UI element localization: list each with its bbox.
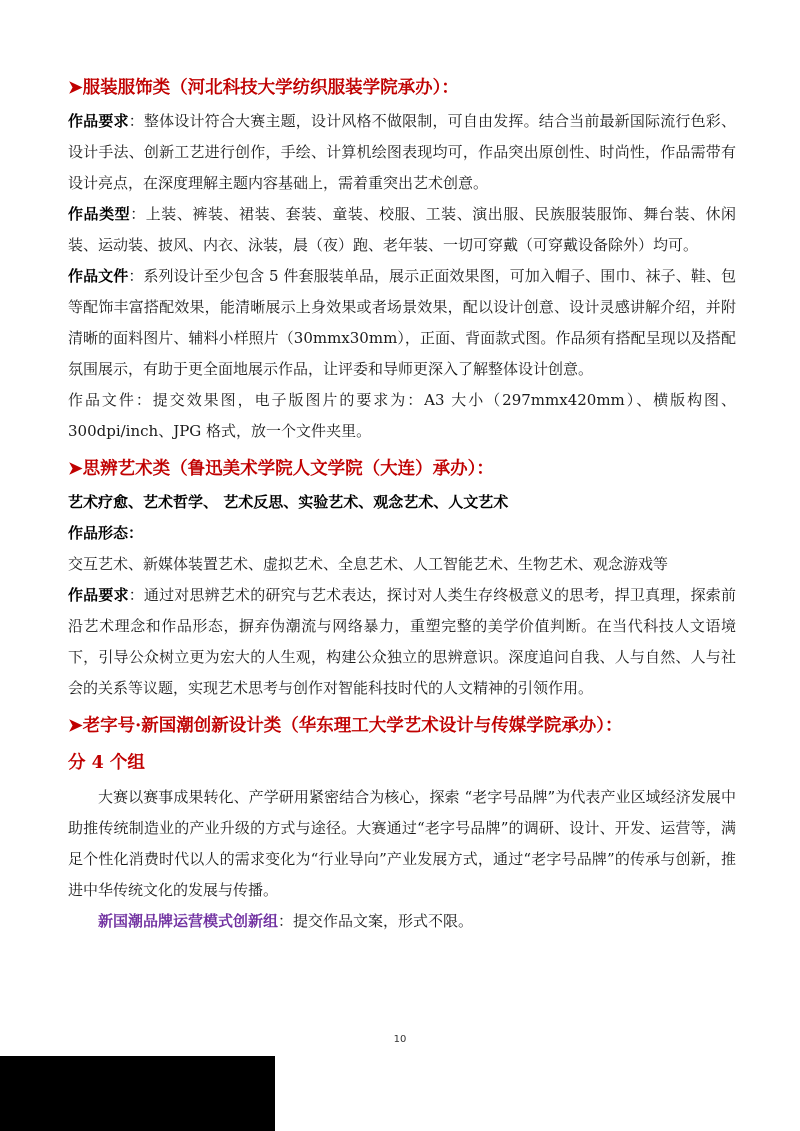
- fashion-types-label: 作品类型: [68, 205, 131, 223]
- speculative-requirements-label: 作品要求: [68, 586, 129, 604]
- fashion-requirements: [68, 106, 736, 199]
- section-heading-fashion: ➤服装服饰类（河北科技大学纺织服装学院承办）：: [68, 78, 459, 98]
- groups-heading: 分 4 个组: [68, 753, 145, 773]
- fashion-files-label: 作品文件: [68, 267, 129, 285]
- fashion-requirements-label: 作品要求: [68, 112, 129, 130]
- speculative-requirements: [68, 580, 736, 704]
- laozihao-group-1: [68, 906, 736, 937]
- speculative-form-text: 交互艺术、新媒体装置艺术、虚拟艺术、全息艺术、人工智能艺术、生物艺术、观念游戏等: [68, 555, 669, 573]
- page-content: [68, 72, 736, 937]
- section-heading-speculative: ➤思辨艺术类（鲁迅美术学院人文学院（大连）承办）：: [68, 459, 494, 479]
- speculative-categories: 艺术疗愈、艺术哲学、 艺术反思、实验艺术、观念艺术、人文艺术: [68, 493, 509, 511]
- fashion-types-text: ：上装、裤装、裙装、套装、童装、校服、工装、演出服、民族服装服饰、舞台装、休闲装、运动装、披风、内衣、泳装，晨（夜）跑、老年装、一切可穿戴（可穿戴设备除外）均可。: [68, 205, 736, 254]
- redaction-block: [0, 1056, 275, 1131]
- fashion-files-submission: 作品文件：提交效果图，电子版图片的要求为：A3 大小（297mmx420mm）、横版构图、300dpi/inch、JPG 格式，放一个文件夹里。: [68, 391, 736, 440]
- laozihao-intro: 大赛以赛事成果转化、产学研用紧密结合为核心，探索 “老字号品牌”为代表产业区域经济发展中助推传统制造业的产业升级的方式与途径。大赛通过“老字号品牌”的调研、设计、开发、运营等，满足个性化消费时代以人的需求变化为“行业导向”产业发展方式，通过“老字号品牌”的传承与创新，推进中华传统文化的发展与传播。: [68, 788, 736, 899]
- fashion-requirements-text: ：整体设计符合大赛主题，设计风格不做限制，可自由发挥。结合当前最新国际流行色彩、设计手法、创新工艺进行创作，手绘、计算机绘图表现均可，作品突出原创性、时尚性，作品需带有设计亮点，在深度理解主题内容基础上，需着重突出艺术创意。: [68, 112, 736, 192]
- fashion-types: [68, 199, 736, 261]
- fashion-files: [68, 261, 736, 385]
- group-1-label: 新国潮品牌运营模式创新组: [98, 912, 279, 930]
- group-1-text: ：提交作品文案，形式不限。: [278, 912, 474, 930]
- page-number: 10: [393, 1034, 407, 1045]
- section-heading-laozihao: ➤老字号·新国潮创新设计类（华东理工大学艺术设计与传媒学院承办）：: [68, 716, 623, 736]
- speculative-form-label: 作品形态：: [68, 524, 144, 542]
- speculative-requirements-text: ：通过对思辨艺术的研究与艺术表达，探讨对人类生存终极意义的思考，捍卫真理，探索前沿艺术理念和作品形态，摒弃伪潮流与网络暴力，重塑完整的美学价值判断。在当代科技人文语境下，引导公众树立更为宏大的人生观，构建公众独立的思辨意识。深度追问自我、人与自然、人与社会的关系等议题，实现艺术思考与创作对智能科技时代的人文精神的引领作用。: [68, 586, 736, 697]
- fashion-files-text: ：系列设计至少包含 5 件套服装单品，展示正面效果图，可加入帽子、围巾、袜子、鞋、包等配饰丰富搭配效果，能清晰展示上身效果或者场景效果，配以设计创意、设计灵感讲解介绍，并附清晰的面料图片、辅料小样照片（30mmx30mm），正面、背面款式图。作品须有搭配呈现以及搭配氛围展示，有助于更全面地展示作品，让评委和导师更深入了解整体设计创意。: [68, 267, 736, 378]
